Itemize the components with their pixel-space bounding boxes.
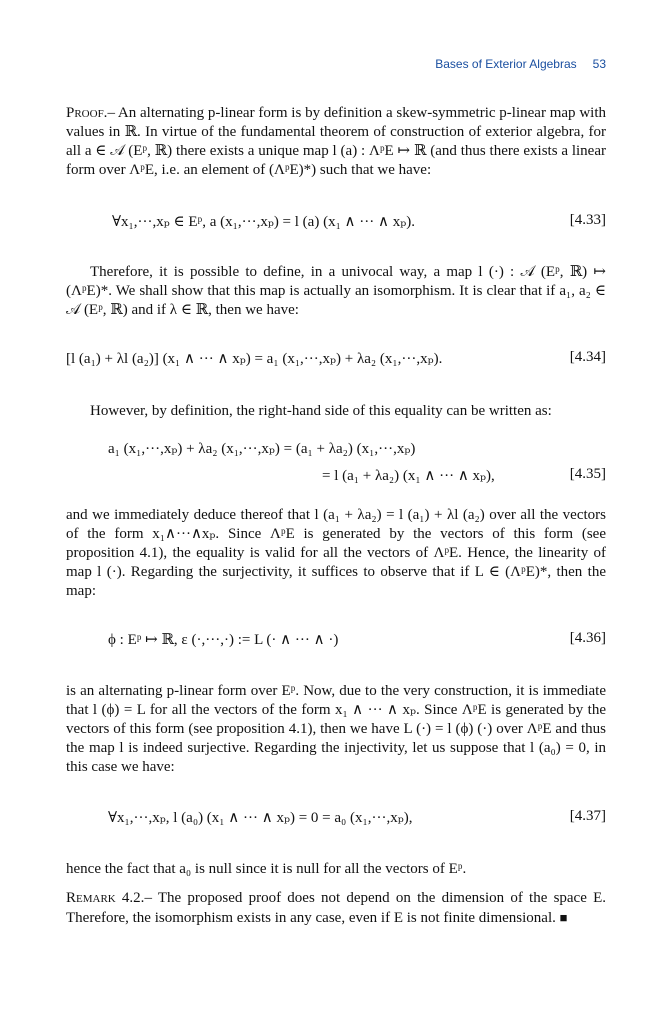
proof-paragraph xyxy=(66,104,606,180)
equation-4-33 xyxy=(66,212,606,232)
running-header xyxy=(66,57,606,71)
paragraph-3: and we immediately deduce thereof that l (a₁ + λa₂) = l (a₁) + λl (a₂) over all the vectors of the form x₁∧···∧xₚ. Since ΛᵖE is generated by the vectors of this form (see proposition 4.1), the equality is valid for all the vectors of ΛᵖE. Hence, the linearity of map l (·). Regarding the surjectivity, it suffices to observe that if L ∈ (ΛᵖE)*, then the map: xyxy=(66,507,606,599)
equation-4-34-body: [l (a₁) + λl (a₂)] (x₁ ∧ ··· ∧ xₚ) = a₁ (x₁,···,xₚ) + λa₂ (x₁,···,xₚ). xyxy=(66,351,443,367)
paragraph-4: is an alternating p-linear form over Eᵖ. Now, due to the very construction, it is immediate that l (ϕ) = L for all the vectors of the form x₁ ∧ ··· ∧ xₚ. Since ΛᵖE is generated by the vectors of this form (see proposition 4.1), then we have L (·) = l (ϕ) (·) over ΛᵖE and thus the map l is indeed surjective. Regarding the injectivity, let us suppose that l (a₀) = 0, in this case we have: xyxy=(66,683,606,775)
equation-4-37-body: ∀x₁,···,xₚ, l (a₀) (x₁ ∧ ··· ∧ xₚ) = 0 = a₀ (x₁,···,xₚ), xyxy=(108,810,413,826)
equation-4-36-tag: [4.36] xyxy=(569,630,606,646)
equation-4-35-line-1 xyxy=(66,439,606,459)
proof-text: – An alternating p-linear form is by definition a skew-symmetric p-linear map with values in ℝ. In virtue of the fundamental theorem of construction of exterior algebra, for all a ∈ 𝒜 (Eᵖ, ℝ) there exists a unique map l (a) : ΛᵖE ↦ ℝ (and thus there exists a linear form over ΛᵖE, i.e. an element of (ΛᵖE)*) such that we have: xyxy=(66,105,606,178)
remark-text: – The proposed proof does not depend on the dimension of the space E. Therefore, the isomorphism exists in any case, even if E is not finite dimensional. xyxy=(66,890,606,926)
paragraph-2: However, by definition, the right-hand side of this equality can be written as: xyxy=(90,403,552,419)
equation-4-34 xyxy=(66,349,606,369)
equation-4-34-tag: [4.34] xyxy=(569,349,606,365)
remark-paragraph xyxy=(66,889,606,928)
running-title: Bases of Exterior Algebras xyxy=(435,57,577,71)
equation-4-36 xyxy=(66,630,606,650)
equation-4-35-tag: [4.35] xyxy=(569,466,606,482)
equation-4-37-tag: [4.37] xyxy=(569,808,606,824)
equation-4-35-line-2 xyxy=(66,466,606,486)
end-of-proof-mark: ■ xyxy=(559,910,568,925)
proof-label: Proof. xyxy=(66,105,108,121)
equation-4-33-tag: [4.33] xyxy=(569,212,606,228)
equation-4-37 xyxy=(66,808,606,828)
page-number: 53 xyxy=(592,57,606,71)
paragraph-1: Therefore, it is possible to define, in a univocal way, a map l (·) : 𝒜 (Eᵖ, ℝ) ↦ (ΛᵖE)*. We shall show that this map is actually an isomorphism. It is clear that if a₁, a₂ ∈ 𝒜 (Eᵖ, ℝ) and if λ ∈ ℝ, then we have: xyxy=(66,264,606,318)
equation-4-33-body: ∀x₁,···,xₚ ∈ Eᵖ, a (x₁,···,xₚ) = l (a) (x₁ ∧ ··· ∧ xₚ). xyxy=(112,214,415,230)
equation-4-35-line-2-body: = l (a₁ + λa₂) (x₁ ∧ ··· ∧ xₚ), xyxy=(322,468,495,484)
equation-4-36-body: ϕ : Eᵖ ↦ ℝ, ε (·,···,·) := L (· ∧ ··· ∧ ·) xyxy=(108,632,339,648)
equation-4-35-line-1-body: a₁ (x₁,···,xₚ) + λa₂ (x₁,···,xₚ) = (a₁ + λa₂) (x₁,···,xₚ) xyxy=(108,441,416,457)
remark-label: Remark 4.2. xyxy=(66,890,145,906)
paragraph-5: hence the fact that a₀ is null since it is null for all the vectors of Eᵖ. xyxy=(66,861,467,877)
